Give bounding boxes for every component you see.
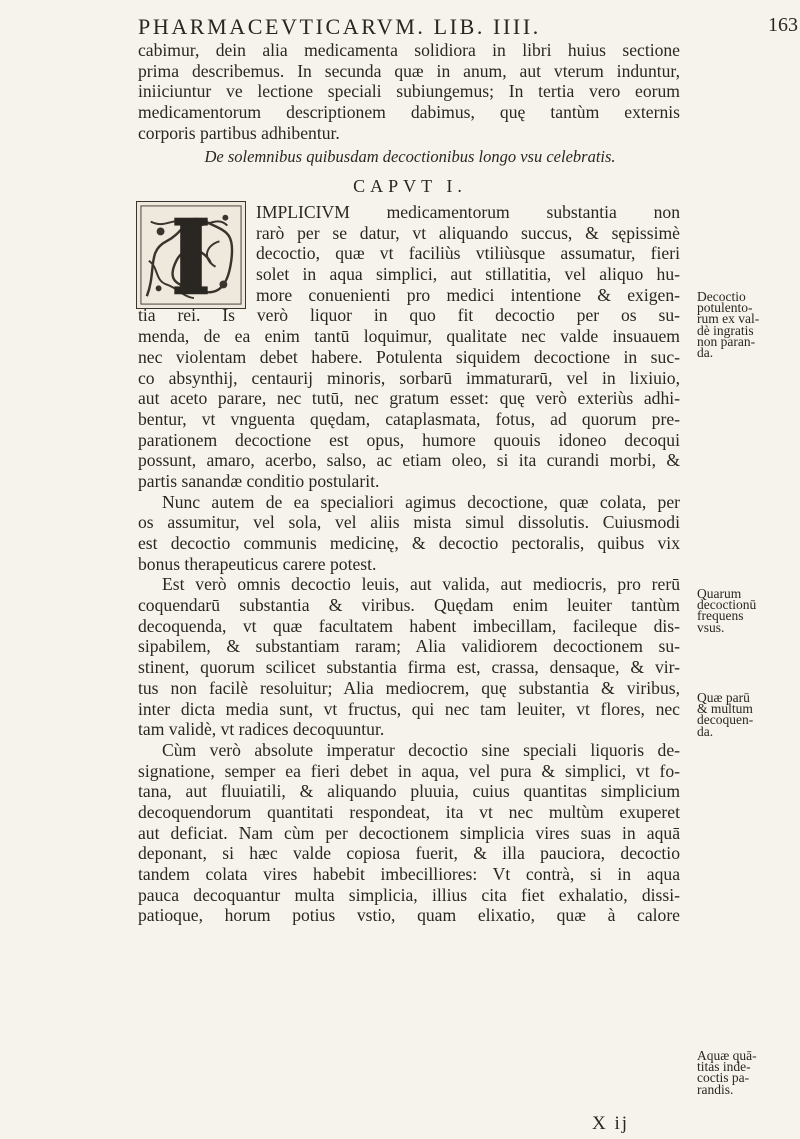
text-line: IMPLICIVM medicamentorum substantia non [256,202,680,222]
text-line: est decoctio communis medicinę, & decoctio pectoralis, quibus vix [138,533,680,553]
text-line: tus non facilè resoluitur; Alia mediocrem, quę substantia & viribus, [138,677,680,698]
margin-note-line: Aquæ quā- [697,1048,757,1063]
text-line: decoctio, quæ vt faciliùs vtiliùsque assumatur, fieri [256,243,680,264]
text-line: signatione, semper ea fieri debet in aqua, vel pura & simplici, vt fo- [138,760,680,781]
margin-note-line: non paran- [697,333,756,349]
margin-note [697,588,797,633]
text-line: parationem decoctione est opus, humore quouis idoneo decoqui [138,429,680,450]
margin-note-line: vsus. [697,619,725,635]
text-line: bonus therapeuticus carere potest. [138,553,377,574]
page-number: 163 [768,14,798,36]
margin-note-line: titas inde- [697,1059,751,1075]
margin-note-line: Quarum [697,586,742,601]
margin-note [697,1050,797,1095]
margin-note-line: Decoctio [697,289,746,304]
text-line: Nunc autem de ea specialiori agimus decoctione, quæ colata, per [162,491,680,512]
intro-paragraph [138,40,680,143]
text-line: more conuenienti pro medici intentione & exigen- [256,284,680,305]
text-line: co absynthij, centaurij minoris, sorbarū immaturarū, vel in lixiuio, [138,367,680,388]
margin-note-line: & multum [697,701,753,717]
chapter-text [138,202,680,926]
text-line: inter dicta media sunt, vt fructus, qui nec tam leuiter, vt flores, nec [138,698,680,719]
text-line: partis sanandæ conditio postularit. [138,470,380,491]
text-line: prima describemus. In secunda quæ in anum, aut vterum induntur, [138,60,680,81]
margin-note-line: da. [697,723,714,739]
margin-note-line: rum ex val- [697,311,760,327]
running-header [138,14,798,40]
margin-note [697,692,797,737]
margin-note-line: dè ingratis [697,322,754,338]
text-line: coquendarū substantia & viribus. Quędam enim leuiter tantùm [138,595,680,616]
margin-note-line: decoquen- [697,712,754,728]
text-line: medicamentorum descriptionem dabimus, quę tantùm externis [138,102,680,123]
margin-note-line: coctis pa- [697,1070,750,1086]
signature-mark: X ij [592,1113,630,1134]
margin-note [697,289,797,361]
chapter-heading: CAPVT I. [353,176,467,196]
text-line: possunt, amaro, acerbo, salso, ac etiam oleo, si ita curandi morbi, & [138,450,680,471]
running-title: PHARMACEVTICARVM. LIB. IIII. [138,14,541,39]
text-line: bentur, vt vnguenta quędam, cataplasmata, fotus, ad quorum pre- [138,408,680,429]
margin-note-line: decoctionū [697,597,757,613]
text-line: pauca decoquantur multa simplicia, illius cita fiet exhalatio, dissi- [138,884,680,905]
text-line: stinent, quorum scilicet substantia firma est, crassa, densaque, & vir- [138,657,680,678]
text-line: solet in aqua simplici, aut stillatitia, vel aliquo hu- [256,264,680,285]
text-line: deponant, si hæc valde copiosa fuerit, & illa pauciora, decoctio [138,843,680,864]
text-line: Cùm verò absolute imperatur decoctio sine speciali liquoris de- [162,739,680,760]
text-line: tandem colata vires habebit imbecilliores: Vt contrà, si in aqua [138,864,680,884]
margin-note-line: frequens [697,608,744,624]
text-line: patioque, horum potius vstio, quam elixatio, quæ à calore [138,905,680,926]
text-line: menda, de ea enim tantū loquimur, qualitate nec valde insuauem [138,326,680,347]
margin-note-line: Quæ parū [697,690,750,705]
text-line: decoquenda, vt quæ facultatem habent imbecillam, facileque dis- [138,615,680,636]
text-line: tia rei. Is verò liquor in quo fit decoctio per os su- [138,305,680,326]
text-line: cabimur, dein alia medicamenta solidiora in libri huius sectione [138,40,680,60]
text-line: aut aceto parare, nec tutū, nec gratum esset: quę verò exteriùs adhi- [138,388,680,409]
text-line: rarò per se datur, vt aliquando succus, & sępissimè [256,222,680,243]
margin-note-line: da. [697,345,714,361]
section-title: De solemnibus quibusdam decoctionibus longo vsu celebratis. [204,147,616,166]
text-line: tam validè, vt radices decoquuntur. [138,719,385,740]
margin-note-line: randis. [697,1081,734,1097]
text-line: Est verò omnis decoctio leuis, aut valida, aut mediocris, pro rerū [162,574,680,595]
text-line: aut deficiat. Nam cùm per decoctionem simplicia vires suas in aquā [138,822,680,843]
text-line: sipabilem, & substantiam raram; Alia validiorem decoctionem su- [138,636,680,657]
text-line: nec violentam debet habere. Potulenta siquidem decoctione in suc- [138,346,680,367]
text-line: os assumitur, vel sola, vel aliis mista simul dissolutis. Cuiusmodi [138,512,680,533]
text-line: decoquendorum quantitati respondeat, ita vt nec multùm exuperet [138,801,680,822]
text-line: corporis partibus adhibentur. [138,122,340,143]
text-line: iniiciuntur ve lectione speciali subiungemus; In tertia vero eorum [138,81,680,102]
text-line: tana, aut fluuiatili, & aliquando pluuia, cuius quantitas simplicium [138,781,680,802]
margin-note-line: potulento- [697,300,753,316]
